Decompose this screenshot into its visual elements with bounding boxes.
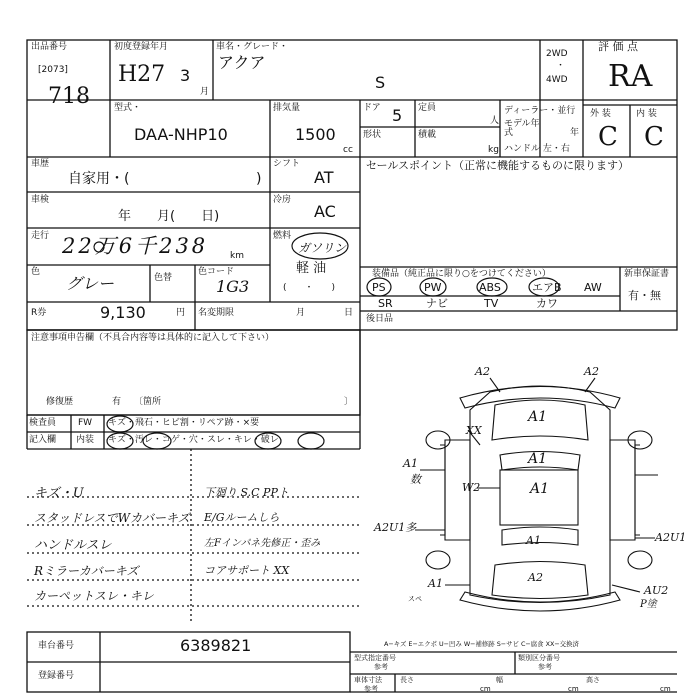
color-label: 色 — [31, 267, 41, 277]
diagram-mark: A1 — [530, 481, 550, 497]
kg-unit: kg — [488, 145, 499, 155]
equip-sr: SR — [378, 297, 393, 310]
repair-place: 〔箇所 — [134, 397, 162, 407]
recycle-label: R券 — [31, 308, 47, 318]
name-change-month: 月 — [296, 308, 306, 318]
lot-number: 718 — [48, 84, 90, 109]
model-year-label: モデル年式 — [504, 119, 540, 138]
inspector-label-2: 記入欄 — [29, 435, 57, 445]
diagram-mark: A2 — [475, 365, 490, 378]
equipment-label: 装備品（純正品に限り○をつけてください） — [372, 269, 551, 279]
yen-unit: 円 — [176, 308, 186, 318]
after-parts-label: 後日品 — [366, 314, 394, 324]
diagram-mark: A2 — [528, 571, 543, 584]
dim-label: 車体寸法 — [354, 676, 382, 684]
diagram-mark: A2 — [584, 365, 599, 378]
reg-month: 3 — [180, 66, 191, 85]
hand-note-4: Rミラーカバーキズ — [34, 564, 139, 578]
month-unit: 月 — [200, 87, 210, 97]
dim-length-label: 長さ — [400, 676, 414, 684]
cc-unit: cc — [343, 145, 353, 155]
equip-navi: ナビ — [426, 297, 448, 310]
damage-legend: A−キズ E−エクボ U−凹み W−補修跡 S−サビ C−腐食 XX−交換済 — [384, 640, 579, 648]
diagram-mark: A1 — [528, 451, 548, 467]
lot-sub: [2073] — [38, 65, 68, 75]
model-code: DAA-NHP10 — [134, 125, 228, 144]
fuel-label: 燃料 — [273, 231, 292, 241]
color-value: グレー — [66, 274, 115, 293]
model-spec-label: 型式指定番号 — [354, 654, 396, 662]
name-change-day: 日 — [344, 308, 354, 318]
inspector-label-1: 検査員 — [29, 418, 57, 428]
classification-label: 類別区分番号 — [518, 654, 560, 662]
warranty-value: 有・無 — [628, 289, 661, 302]
hand-note-right-3: 左Fインパネ先修正・歪み — [204, 538, 321, 549]
displacement-value: 1500 — [295, 125, 336, 144]
fuel-paren: ( ・ ) — [283, 283, 336, 293]
interior-label: 内 装 — [636, 109, 657, 119]
drive-2wd: 2WD — [546, 49, 568, 59]
diagram-mark: 数 — [410, 473, 421, 486]
capacity-label: 定員 — [418, 103, 437, 113]
year-unit: 年 — [570, 128, 580, 138]
first-reg-label: 初度登録年月 — [114, 42, 169, 52]
hand-note-1: キズ・U — [34, 486, 84, 501]
handle-label: ハンドル 左・右 — [504, 144, 570, 154]
usage-close: ) — [256, 171, 262, 187]
equip-pw: PW — [424, 281, 442, 294]
lot-label: 出品番号 — [31, 42, 68, 52]
diagram-mark: A1 — [428, 577, 443, 590]
repair-close: 〕 — [344, 397, 354, 407]
equip-aw: AW — [584, 281, 602, 294]
ac-value: AC — [314, 202, 336, 221]
equip-abs: ABS — [479, 281, 501, 294]
interior-grade: C — [644, 122, 664, 152]
dim-width-cm: cm — [568, 685, 579, 693]
name-change-label: 名変期限 — [198, 308, 235, 318]
displacement-label: 排気量 — [273, 103, 301, 113]
car-name-label: 車名・グレード・ — [216, 42, 289, 52]
diagram-mark: A2U1多 — [374, 521, 417, 534]
notes-label: 注意事項申告欄（不具合内容等は具体的に記入して下さい） — [31, 333, 275, 343]
usage-label: 車歴 — [31, 159, 50, 169]
car-name: アクア — [218, 53, 266, 72]
inspector-interior: 内装 — [76, 435, 95, 445]
score-value: RA — [608, 59, 653, 94]
chassis-label: 車台番号 — [38, 641, 75, 651]
dim-height-label: 高さ — [586, 676, 600, 684]
mileage-label: 走行 — [31, 231, 50, 241]
equip-tv: TV — [484, 297, 499, 310]
score-label: 評 価 点 — [598, 40, 638, 53]
usage-value: 自家用・( — [68, 171, 130, 187]
hand-note-2: スタッドレスでWカバーキズ — [34, 511, 190, 525]
diagram-mark: W2 — [462, 481, 481, 494]
color-change-label: 色替 — [154, 273, 173, 283]
diagram-mark: スペ — [408, 595, 422, 603]
diagram-mark: P塗 — [640, 599, 657, 610]
diagram-mark: A1 — [403, 457, 418, 470]
inspection-label: 車検 — [31, 195, 50, 205]
dim-width-label: 幅 — [496, 676, 503, 684]
chassis-number: 6389821 — [180, 636, 252, 655]
equip-airbag: エアB — [532, 281, 562, 294]
fuel-gas: ガソリン — [298, 241, 347, 255]
equip-ps: PS — [372, 281, 386, 294]
drive-4wd: 4WD — [546, 75, 568, 85]
sales-point-label: セールスポイント（正常に機能するものに限ります） — [366, 159, 630, 172]
dim-height-cm: cm — [660, 685, 671, 693]
equip-leather: カワ — [536, 297, 558, 310]
exterior-label: 外 装 — [590, 109, 611, 119]
repair-value: 有 — [112, 397, 122, 407]
grade: S — [375, 73, 386, 92]
doors-label: ドア — [363, 103, 381, 113]
km-unit: km — [230, 251, 244, 261]
dim-ref: 参考 — [364, 685, 378, 693]
exterior-grade: C — [598, 122, 618, 152]
model-spec-ref: 参考 — [374, 663, 388, 671]
hand-note-3: ハンドルスレ — [34, 538, 112, 553]
inspector-interior-items: キズ・汚レ・コゲ・穴・スレ・キレ・破レ — [108, 435, 279, 445]
model-label: 型式・ — [114, 103, 142, 113]
reg-label: 登録番号 — [38, 671, 75, 681]
recycle-value: 9,130 — [100, 303, 146, 322]
color-code-value: 1G3 — [216, 277, 250, 296]
inspection-value: 年 月( 日) — [118, 209, 220, 224]
hand-note-5: カーペットスレ・キレ — [34, 589, 154, 603]
inspector-fw-items: キズ・飛石・ヒビ割・リペア跡・×要 — [108, 418, 260, 428]
ac-label: 冷房 — [273, 195, 292, 205]
shift-label: シフト — [273, 159, 301, 169]
diagram-mark: AU2 — [644, 584, 669, 597]
doors-value: 5 — [392, 106, 403, 125]
diagram-mark: XX — [466, 424, 482, 437]
fuel-diesel: 軽 油 — [296, 261, 327, 276]
hand-note-right-2: E/Gルームしら — [204, 511, 280, 524]
diagram-mark: A1 — [528, 409, 548, 425]
color-code-label: 色コード — [198, 267, 235, 277]
load-label: 積載 — [418, 130, 437, 140]
mileage-value: 22万6千238 — [62, 234, 209, 258]
era-year: H27 — [118, 62, 166, 87]
repair-label: 修復歴 — [46, 397, 74, 407]
drive-dot: ・ — [556, 61, 566, 71]
hand-note-right-1: 下廻り S.C PPト — [204, 486, 289, 499]
inspector-fw: FW — [78, 418, 93, 428]
diagram-mark: A1 — [526, 534, 541, 547]
dealer-label: ディーラー・並行 — [504, 106, 576, 116]
shift-value: AT — [314, 168, 334, 187]
diagram-mark: A2U1 — [655, 531, 687, 544]
hand-note-right-4: コアサポート XX — [204, 564, 290, 577]
person-unit: 人 — [490, 116, 500, 126]
shape-label: 形状 — [363, 130, 382, 140]
warranty-label: 新車保証書 — [624, 269, 670, 279]
classification-ref: 参考 — [538, 663, 552, 671]
dim-length-cm: cm — [480, 685, 491, 693]
